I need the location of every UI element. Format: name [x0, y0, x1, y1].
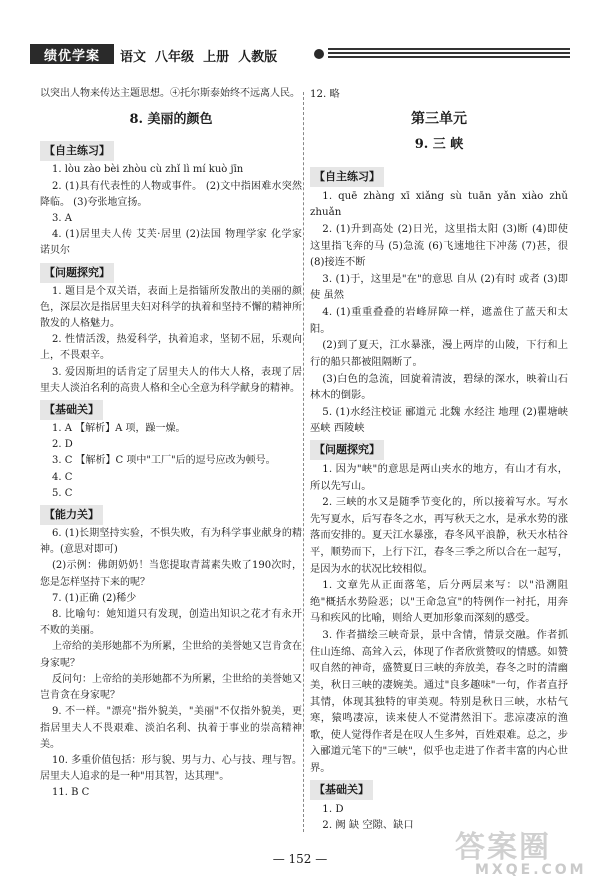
- answer-line: 以突出人物来传达主题思想。④托尔斯泰始终不远离人民。: [40, 88, 300, 99]
- answer-line: 1. lòu zào bèi zhòu cù zhǐ lì mí kuò jīn: [52, 164, 244, 176]
- answer-line: 5. C: [52, 487, 73, 499]
- answer-line: 10. 多重价值包括：形与貌、男与力、心与技、理与智。居里夫人追求的是一种"用其智，达其理"。: [40, 754, 302, 783]
- section-heading: 【基础关】: [40, 400, 103, 420]
- answer-line: 7. (1)正确 (2)稀少: [52, 592, 137, 604]
- answer-line: 2. (1)升到高处 (2)日光，这里指太阳 (3)断 (4)即使 这里指飞奔的马 (5)急流 (6)飞速地往下冲荡 (7)甚，很 (8)接连不断: [310, 223, 568, 269]
- answer-line: 上帝给的美形她都不为所累，尘世给的美誉她又岂肯贪在身家呢？: [40, 641, 302, 669]
- answer-line: 4. (1)重重叠叠的岩峰屏障一样，遮盖住了蓝天和太阳。: [310, 306, 568, 335]
- answer-line: 2. (1)具有代表性的人物或事件。 (2)文中指困难水突然降临。 (3)夸张地宣扬。: [40, 180, 302, 208]
- answer-line: 2. 阙 缺 空隙、缺口: [322, 819, 414, 832]
- answer-line: (3)白色的急流，回旋着清波，碧绿的深水，映着山石林木的倒影。: [310, 372, 568, 402]
- answer-line: 2. D: [52, 439, 73, 451]
- answer-line: 2. 性情活泼，热爱科学，执着追求，坚韧不屈，乐观向上，不畏艰辛。: [40, 334, 302, 362]
- header-rule: [328, 52, 570, 54]
- answer-line: (2)示例：佛朗奶奶！当您提取青蒿素失败了190次时，您是怎样坚持下来的呢？: [40, 560, 302, 588]
- answer-line: 反问句：上帝给的美形她都不为所累，尘世给的美誉她又岂肯贪在身家呢？: [40, 673, 302, 702]
- answer-line: 3. C 【解析】C 项中"工厂"后的逗号应改为顿号。: [52, 455, 276, 467]
- answer-line: 3. (1)于，这里是"在"的意思 自从 (2)有时 或者 (3)即使 虽然: [310, 272, 568, 302]
- right-column: [310, 86, 568, 834]
- answer-line: 1. quē zhàng xī xiǎng sù tuān yǎn xiào zhǔ zhuǎn: [310, 189, 568, 219]
- lesson-title: 8. 美丽的颜色: [129, 112, 213, 128]
- answer-line: 1. 题目是个双关语，表面上是指镭所发散出的美丽的颜色，深层次是指居里夫妇对科学的执着和坚持不懈的精神所散发的人格魅力。: [40, 285, 302, 330]
- answer-line: 1. 因为"峡"的意思是两山夹水的地方，有山才有水，所以先写山。: [310, 462, 568, 492]
- header-dot-icon: [314, 49, 324, 59]
- answer-line: 11. B C: [52, 787, 90, 799]
- left-column: [40, 86, 302, 802]
- answer-line: 6. (1)长期坚持实验，不惧失败，有为科学事业献身的精神。(意思对即可): [40, 528, 302, 556]
- answer-line: 8. 比喻句：她知道只有发现，创造出知识之花才有永开不败的美丽。: [40, 609, 302, 637]
- section-heading: 【自主练习】: [40, 141, 114, 161]
- answer-line: 1. A 【解析】A 项，躁一燥。: [52, 423, 186, 435]
- section-heading: 【基础关】: [310, 780, 373, 800]
- answer-line: 9. 不一样。"漂亮"指外貌美，"美丽"不仅指外貌美，更指居里夫人不畏艰难、淡泊名利、执着于事业的崇高精神美。: [40, 706, 302, 750]
- answer-line: 12. 略: [310, 88, 340, 100]
- watermark-logo: [455, 822, 587, 882]
- section-heading: 【问题探究】: [40, 263, 114, 283]
- lesson-title: 9. 三 峡: [414, 137, 464, 153]
- column-divider: [303, 92, 304, 832]
- answer-line: (2)到了夏天，江水暴涨，漫上两岸的山陵，下行和上行的船只都被阻隔断了。: [310, 339, 568, 368]
- answer-line: 3. 作者描绘三峡奇景，景中含情，情景交融。作者抓住山连绵、高耸入云，体现了作者欣赏赞叹的情感。如赞叹自然的神奇，盛赞夏日三峡的奔放美，春冬之时的清幽美，秋日三峡的凄婉美。通过"良多趣味"一句，作者直抒其情，体现其独特的审美观。特别是秋日三峡，水枯气寒，猿鸣凄凉，读来使人不觉潸然泪下。悲凉凄凉的渔歌，使人觉得作者是在叹人生多舛，百姓艰难。总之，步入郦道元笔下的"三峡"，似乎也走进了作者丰富的内心世界。: [310, 629, 568, 774]
- unit-title: 第三单元: [411, 110, 467, 127]
- answer-line: 2. 三峡的水又是随季节变化的，所以接着写水。写水先写夏水，后写春冬之水，再写秋天之水，是承水势的涨落而安排的。夏天江水暴涨，春冬风平浪静，秋天水枯谷平，顺势而下，上行下江，春冬三季之所以合在一起写，是因为水的状况比较相似。: [310, 496, 568, 575]
- header-rule: [328, 48, 570, 50]
- brand-badge: 绩优学案: [30, 44, 114, 64]
- answer-line: 3. 爱因斯坦的话肯定了居里夫人的伟大人格，表现了居里夫人淡泊名利的高贵人格和全心全意为科学献身的精神。: [40, 366, 302, 394]
- book-subtitle: 语文 八年级 上册 人教版: [120, 50, 278, 65]
- page-header: [30, 34, 570, 64]
- answer-line: 4. (1)居里夫人传 艾芙·居里 (2)法国 物理学家 化学家 诺贝尔: [40, 229, 302, 257]
- answer-line: 1. 文章先从正面落笔，后分两层来写：以"沿溯阻绝"概括水势险恶；以"王命急宣"的特例作一衬托，用奔马和疾风的比喻，则给人更加形象而深刻的感受。: [310, 579, 568, 625]
- section-heading: 【问题探究】: [310, 440, 384, 460]
- answer-line: 3. A: [52, 213, 72, 225]
- watermark-text: 答案圈: [455, 830, 551, 865]
- section-heading: 【自主练习】: [310, 167, 384, 187]
- section-heading: 【能力关】: [40, 505, 103, 525]
- answer-line: 4. C: [52, 471, 73, 483]
- watermark-url: MXQE.COM: [475, 862, 587, 878]
- answer-line: 1. D: [322, 802, 344, 815]
- answer-line: 5. (1)水经注校证 郦道元 北魏 水经注 地理 (2)瞿塘峡 巫峡 西陵峡: [310, 405, 568, 435]
- header-rule: [328, 56, 570, 58]
- page-number: — 152 —: [272, 852, 328, 866]
